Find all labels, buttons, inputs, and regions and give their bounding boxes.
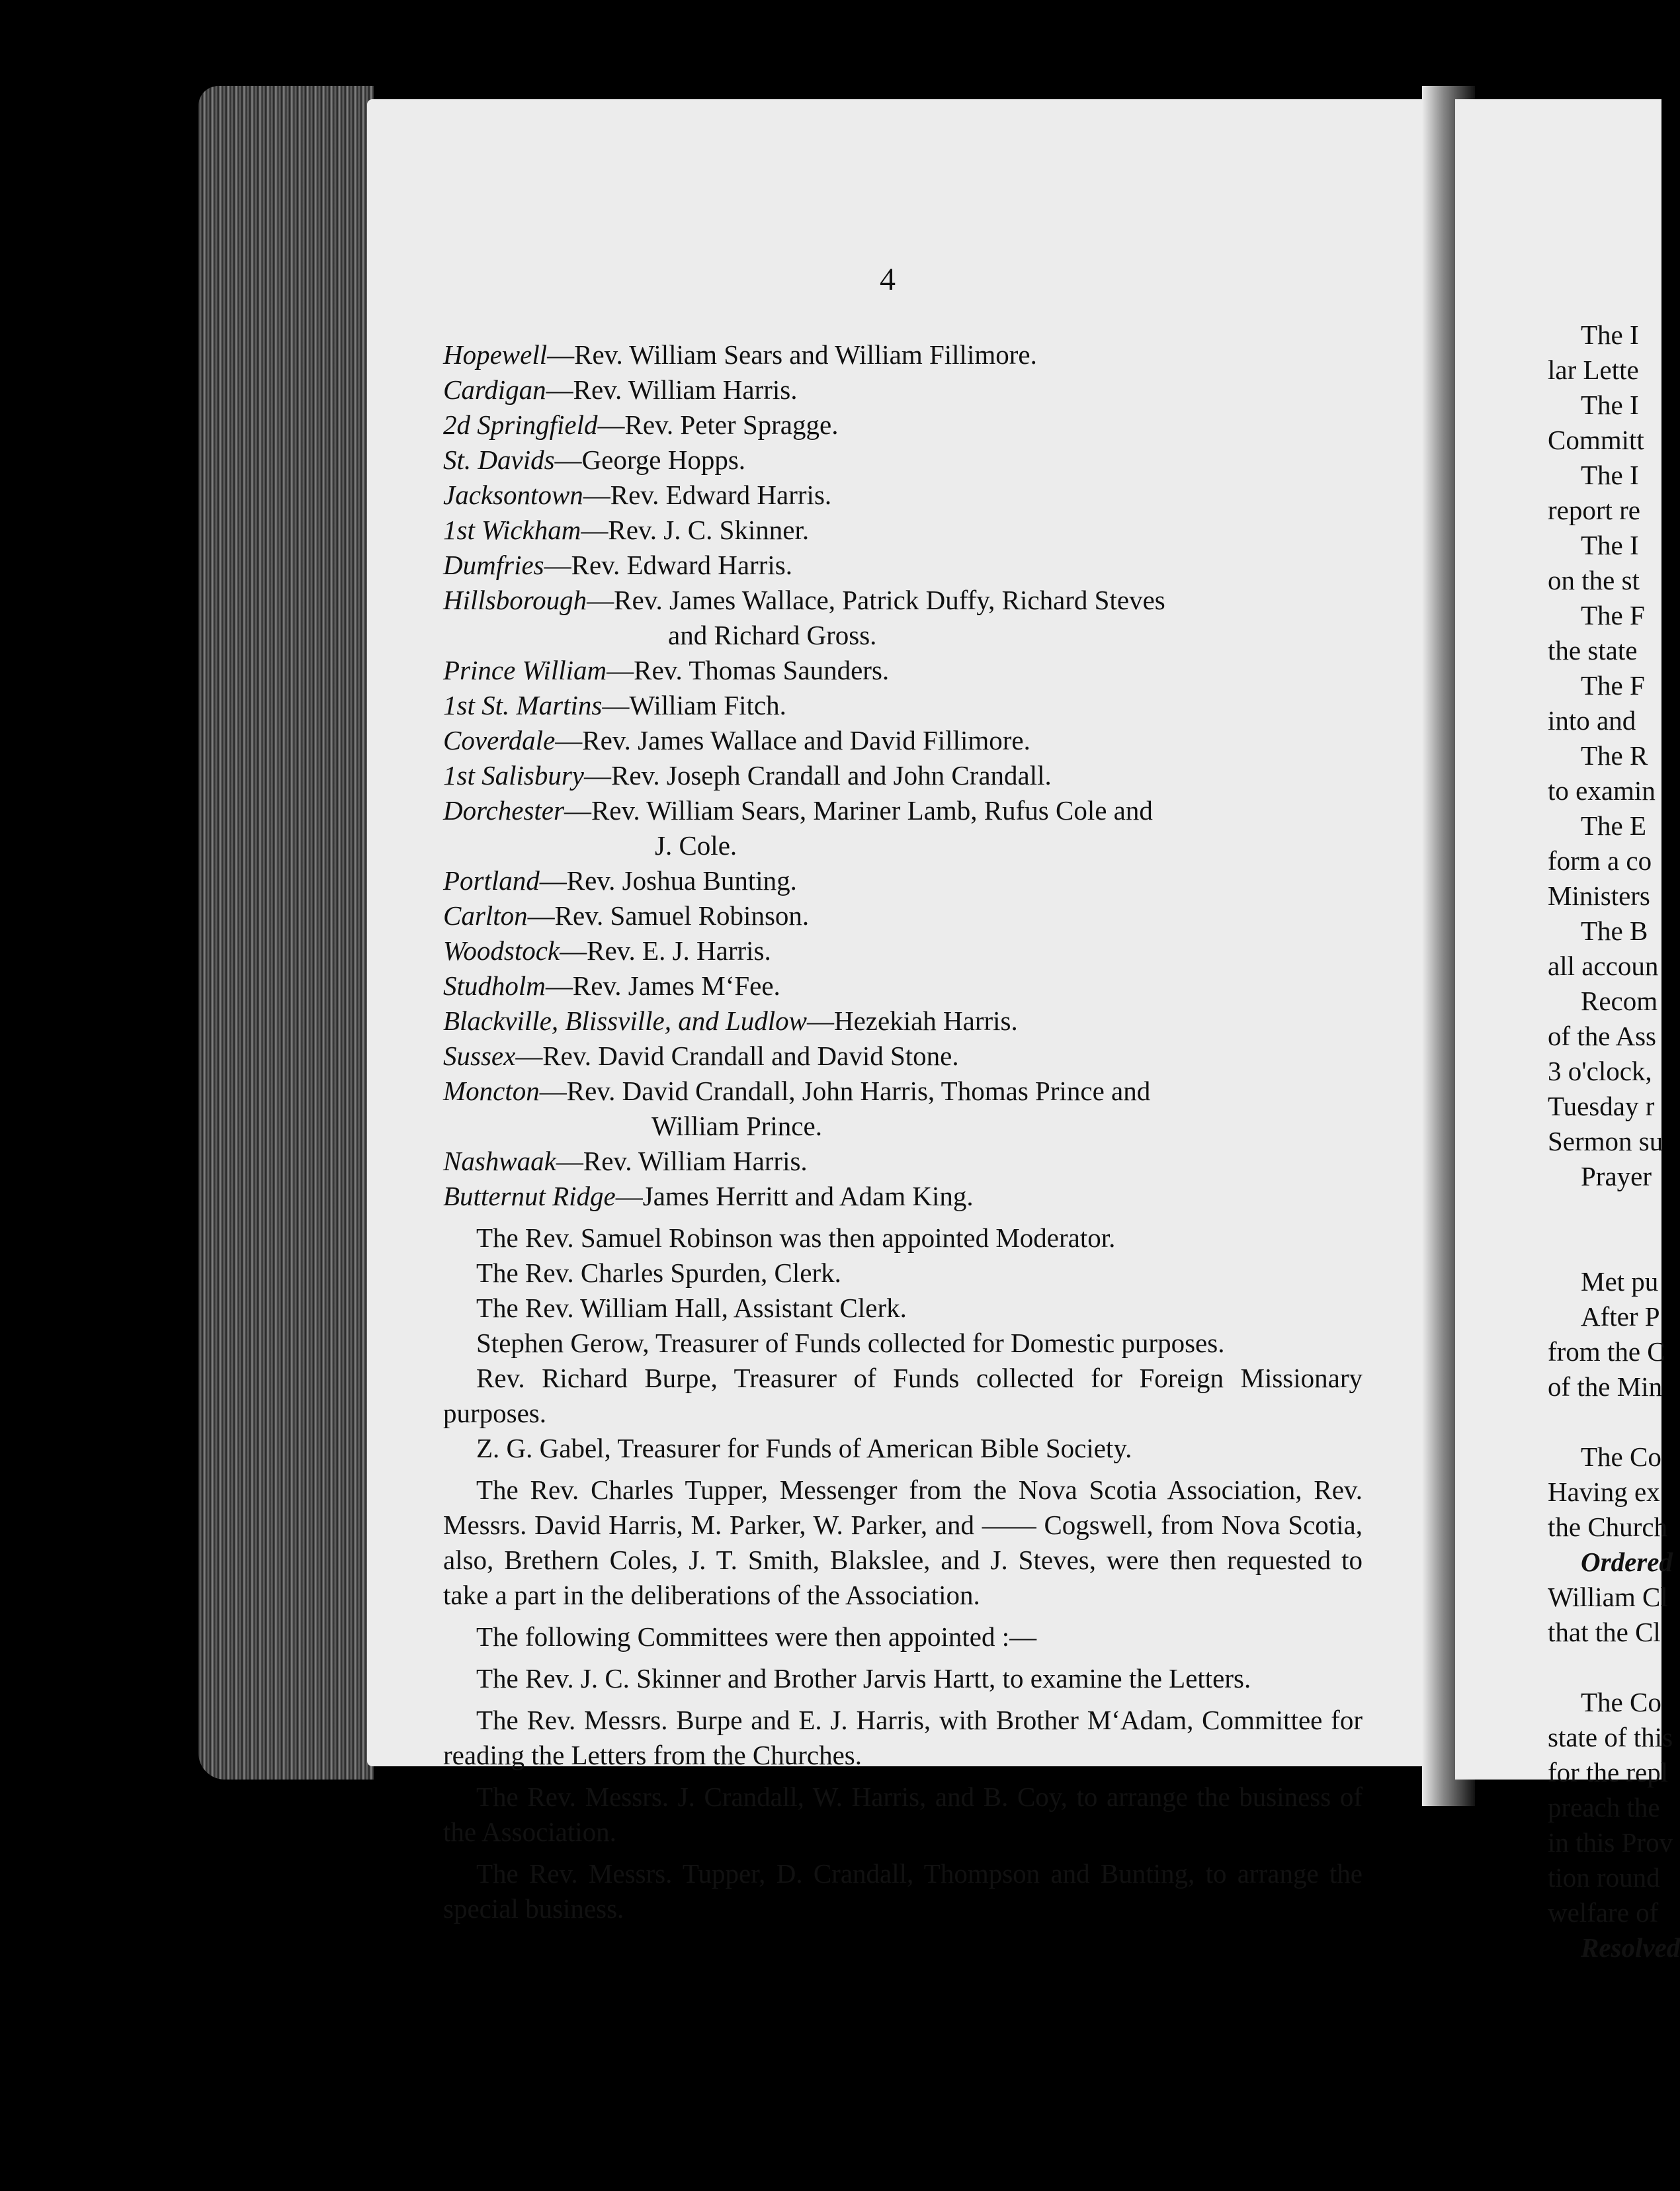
right-page-line: After P: [1581, 1301, 1660, 1332]
delegate-names: —Rev. David Crandall, John Harris, Thomas Prince and: [539, 1076, 1151, 1106]
right-page-line: into and: [1548, 705, 1636, 736]
delegate-names: —Rev. James Wallace and David Fillimore.: [555, 725, 1030, 755]
right-page-line: Having ex: [1548, 1477, 1660, 1507]
proceedings-paragraph: Rev. Richard Burpe, Treasurer of Funds collected for Foreign Missionary purposes.: [443, 1363, 1363, 1428]
delegate-entry: [443, 863, 1363, 898]
delegate-entry: [443, 933, 1363, 968]
delegate-names-continued: and Richard Gross.: [668, 620, 877, 650]
delegate-names-continued: J. Cole.: [655, 830, 737, 861]
delegate-names: —Rev. Joshua Bunting.: [539, 865, 797, 896]
right-page-line: Prayer: [1581, 1161, 1652, 1191]
right-page-line: state of this: [1548, 1722, 1673, 1752]
delegate-names: —Rev. William Harris.: [556, 1146, 808, 1176]
delegate-names: —Rev. Thomas Saunders.: [607, 655, 890, 685]
proceedings-paragraph: Z. G. Gabel, Treasurer for Funds of American Bible Society.: [476, 1433, 1132, 1463]
right-page-line: welfare of: [1548, 1897, 1659, 1928]
proceedings-paragraph: The Rev. Messrs. Burpe and E. J. Harris, with Brother M‘Adam, Committee for reading the Letters from the Churches.: [443, 1705, 1363, 1770]
page-number: 4: [880, 262, 896, 297]
right-page-line: form a co: [1548, 845, 1652, 876]
church-name: 1st Wickham: [443, 515, 581, 545]
delegate-entry: [443, 583, 1363, 618]
delegate-entry: [443, 653, 1363, 688]
delegate-entry: [443, 1179, 1363, 1214]
delegate-names: —Rev. David Crandall and David Stone.: [515, 1041, 959, 1071]
delegate-entry: [443, 443, 1363, 478]
delegate-names-continued: William Prince.: [651, 1111, 822, 1141]
delegate-names: —Rev. E. J. Harris.: [560, 935, 771, 966]
right-page-line: The F: [1581, 670, 1645, 701]
delegate-names: —Rev. Joseph Crandall and John Crandall.: [584, 760, 1052, 791]
right-page-line: Resolved: [1581, 1932, 1680, 1963]
delegate-entry: [443, 758, 1363, 793]
church-name: Moncton: [443, 1076, 540, 1106]
proceedings-paragraph: The Rev. J. C. Skinner and Brother Jarvis Hartt, to examine the Letters.: [476, 1663, 1251, 1694]
church-name: Carlton: [443, 900, 528, 931]
right-page-line: [1548, 1229, 1680, 1264]
proceedings-paragraph: The Rev. Messrs. J. Crandall, W. Harris, and B. Coy, to arrange the business of the Association.: [443, 1782, 1363, 1847]
right-page-line: The F: [1581, 600, 1645, 630]
delegate-entry: [443, 898, 1363, 933]
church-name: Studholm: [443, 970, 546, 1001]
right-page-line: 3 o'clock,: [1548, 1056, 1652, 1086]
delegate-entry: [443, 1074, 1363, 1109]
delegate-names: —Rev. J. C. Skinner.: [581, 515, 810, 545]
church-name: Portland: [443, 865, 540, 896]
church-name: 1st St. Martins: [443, 690, 603, 720]
right-page-line: Committ: [1548, 425, 1644, 455]
right-page-line: [1548, 1404, 1680, 1439]
proceedings-paragraph: The Rev. William Hall, Assistant Clerk.: [476, 1293, 907, 1323]
delegate-names: —James Herritt and Adam King.: [615, 1181, 974, 1211]
delegate-entry: [443, 408, 1363, 443]
right-page-line: The R: [1581, 740, 1648, 771]
right-page-line: The E: [1581, 810, 1647, 841]
right-page-line: on the st: [1548, 565, 1640, 595]
right-page-line: Sermon su: [1548, 1126, 1663, 1156]
delegate-names: —Rev. William Harris.: [546, 374, 798, 405]
right-page-line: to examin: [1548, 775, 1656, 806]
delegate-entry: [443, 968, 1363, 1004]
right-page-line: The I: [1581, 390, 1639, 420]
delegate-entry: [443, 793, 1363, 828]
right-page-line: for the repl: [1548, 1757, 1669, 1787]
right-page-text: [1548, 318, 1680, 1965]
church-name: St. Davids: [443, 445, 555, 475]
church-name: Hopewell: [443, 339, 548, 370]
book-page-edges: [198, 86, 374, 1780]
proceedings-text: [443, 1221, 1363, 1926]
church-name: Jacksontown: [443, 480, 583, 510]
delegate-entry: [443, 723, 1363, 758]
proceedings-paragraph: The Rev. Charles Spurden, Clerk.: [476, 1258, 841, 1288]
church-name: Butternut Ridge: [443, 1181, 616, 1211]
right-page-line: The Co: [1581, 1441, 1661, 1472]
church-name: Nashwaak: [443, 1146, 556, 1176]
proceedings-paragraph: The Rev. Samuel Robinson was then appointed Moderator.: [476, 1223, 1116, 1253]
church-name: 1st Salisbury: [443, 760, 584, 791]
delegate-names: —Rev. Edward Harris.: [544, 550, 792, 580]
right-page-line: the Church: [1548, 1512, 1668, 1542]
delegate-names: —Rev. Samuel Robinson.: [527, 900, 810, 931]
right-page-line: The I: [1581, 320, 1639, 350]
delegate-names: —George Hopps.: [554, 445, 746, 475]
delegate-names: —Rev. Edward Harris.: [583, 480, 832, 510]
right-page-line: Ministers: [1548, 881, 1650, 911]
right-page-line: Tuesday r: [1548, 1091, 1655, 1121]
church-name: Prince William: [443, 655, 607, 685]
delegate-names: —Rev. James M‘Fee.: [545, 970, 780, 1001]
right-page-line: lar Lette: [1548, 355, 1639, 385]
right-page-line: [1548, 1194, 1680, 1229]
right-page-line: the state: [1548, 635, 1638, 666]
delegate-names: —Rev. Peter Spragge.: [597, 409, 839, 440]
delegate-entry: [443, 1144, 1363, 1179]
delegate-names: —Rev. James Wallace, Patrick Duffy, Richard Steves: [587, 585, 1165, 615]
right-page-line: tion round: [1548, 1862, 1660, 1893]
church-name: Blackville, Blissville, and Ludlow: [443, 1006, 807, 1036]
church-name: Dorchester: [443, 795, 564, 826]
proceedings-paragraph: The Rev. Messrs. Tupper, D. Crandall, Thompson and Bunting, to arrange the special business.: [443, 1858, 1363, 1924]
right-page-line: from the C: [1548, 1336, 1665, 1367]
right-page-line: report re: [1548, 495, 1640, 525]
right-page-line: all accoun: [1548, 951, 1659, 981]
right-page-line: Recom: [1581, 986, 1658, 1016]
delegate-entry: [443, 1004, 1363, 1039]
church-delegate-list: [443, 337, 1363, 1214]
delegate-entry: [443, 513, 1363, 548]
right-page-line: The Co: [1581, 1687, 1661, 1717]
church-name: Woodstock: [443, 935, 560, 966]
right-page-line: Ordered: [1581, 1547, 1673, 1577]
delegate-names: —Hezekiah Harris.: [807, 1006, 1018, 1036]
right-page-line: of the Ass: [1548, 1021, 1656, 1051]
delegate-entry: [443, 478, 1363, 513]
delegate-entry: [443, 548, 1363, 583]
right-page-line: that the Cl: [1548, 1617, 1661, 1647]
delegate-names: —Rev. William Sears and William Fillimore.: [547, 339, 1037, 370]
church-name: Hillsborough: [443, 585, 587, 615]
right-page-line: The I: [1581, 530, 1639, 560]
right-page-line: preach the: [1548, 1792, 1660, 1823]
church-name: Cardigan: [443, 374, 546, 405]
proceedings-paragraph: The Rev. Charles Tupper, Messenger from the Nova Scotia Association, Rev. Messrs. David Harris, M. Parker, W. Parker, and —— Cogswell, from Nova Scotia, also, Brethern Coles, J. T. Smith, Blakslee, and J. Steves, were then requested to take a part in the deliberations of the Association.: [443, 1475, 1363, 1610]
right-page-line: The B: [1581, 916, 1648, 946]
delegate-entry: [443, 688, 1363, 723]
right-page-line: Met pu: [1581, 1266, 1659, 1297]
church-name: 2d Springfield: [443, 409, 598, 440]
delegate-entry: [443, 1039, 1363, 1074]
right-page-line: William Cl: [1548, 1582, 1668, 1612]
right-page-line: of the Min: [1548, 1371, 1663, 1402]
right-page-line: The I: [1581, 460, 1639, 490]
delegate-names: —William Fitch.: [602, 690, 786, 720]
delegate-names: —Rev. William Sears, Mariner Lamb, Rufus Cole and: [564, 795, 1153, 826]
right-page-line: [1548, 1650, 1680, 1685]
church-name: Sussex: [443, 1041, 516, 1071]
proceedings-paragraph: The following Committees were then appointed :—: [476, 1621, 1037, 1652]
right-page-line: in this Prov: [1548, 1827, 1673, 1858]
delegate-entry: [443, 337, 1363, 372]
proceedings-paragraph: Stephen Gerow, Treasurer of Funds collected for Domestic purposes.: [476, 1328, 1225, 1358]
church-name: Coverdale: [443, 725, 556, 755]
delegate-entry: [443, 372, 1363, 408]
church-name: Dumfries: [443, 550, 544, 580]
